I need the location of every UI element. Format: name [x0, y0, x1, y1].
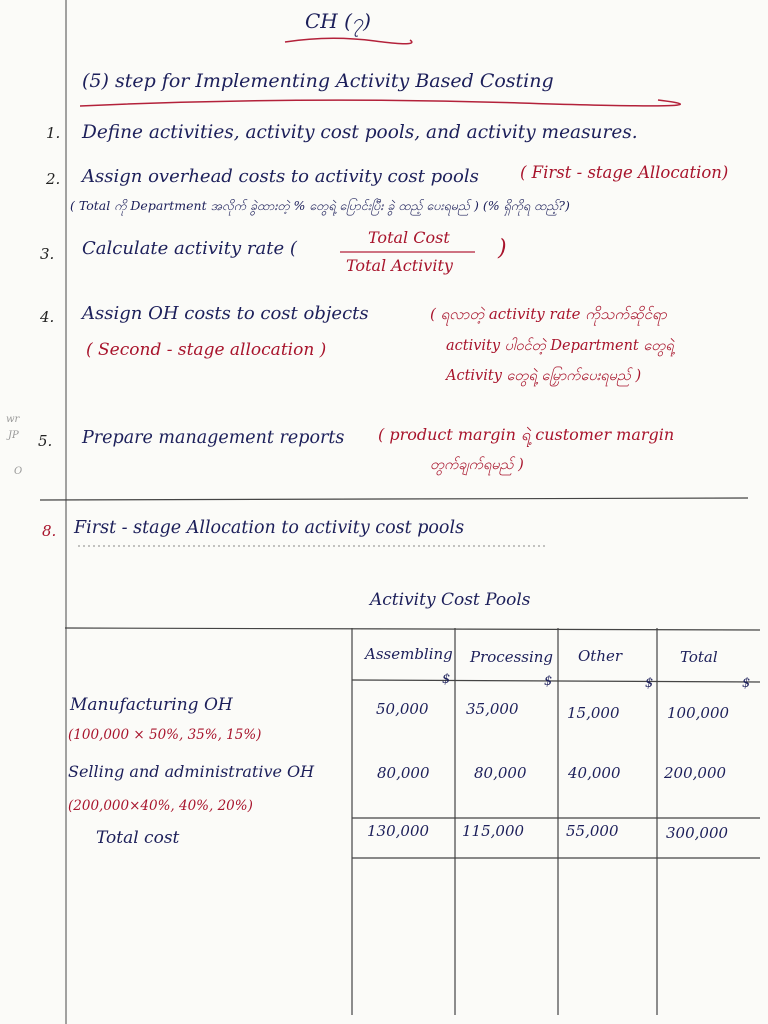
step-4-number: 4. — [40, 308, 55, 326]
cell-selling-assembling: 80,000 — [377, 764, 430, 782]
step-5-note2: တွက်ချက်ရမည် ) — [430, 457, 524, 473]
step-2-sub: ( Total ကို Department အလိုက် ခွဲထားတဲ့ % တွေရဲ့ ပြောင်းပြီး ခွဲ ထည့် ပေးရမည် ) (% ရှိကိုရ ထည့်?) — [70, 198, 570, 213]
row-selling-formula: (200,000×40%, 40%, 20%) — [68, 798, 253, 814]
section-divider — [40, 498, 748, 500]
step-4-note3: Activity တွေရဲ့ မြှောက်ပေးရမည် ) — [446, 368, 642, 384]
step-4-note: ( ရလာတဲ့ activity rate ကိုသက်ဆိုင်ရာ — [430, 305, 667, 323]
cell-manufacturing-assembling: 50,000 — [376, 700, 429, 718]
step-1-number: 1. — [46, 124, 61, 142]
fraction-numerator: Total Cost — [368, 228, 450, 247]
section2-number: 8. — [42, 522, 57, 540]
table-caption: Activity Cost Pools — [370, 590, 531, 610]
heading-underline — [80, 100, 680, 106]
cell-manufacturing-total: 100,000 — [667, 704, 730, 722]
row-selling-label: Selling and administrative OH — [68, 762, 315, 781]
step-1-text: Define activities, activity cost pools, and activity measures. — [82, 122, 638, 143]
step-5-text: Prepare management reports — [82, 428, 345, 448]
fraction-denominator: Total Activity — [346, 256, 453, 275]
currency-total: $ — [742, 676, 751, 691]
page-title: CH (၇) — [305, 9, 371, 33]
cell-manufacturing-other: 15,000 — [567, 704, 620, 722]
table-header-rule — [352, 680, 760, 682]
step-3-close: ) — [498, 236, 507, 261]
column-header-total: Total — [680, 648, 718, 666]
cell-manufacturing-processing: 35,000 — [466, 700, 519, 718]
step-4-sub: ( Second - stage allocation ) — [86, 340, 327, 360]
step-2-text: Assign overhead costs to activity cost pools — [82, 166, 479, 187]
row-manufacturing-label: Manufacturing OH — [70, 695, 233, 715]
cell-selling-other: 40,000 — [568, 764, 621, 782]
table-top-rule — [65, 628, 760, 630]
cell-total-assembling: 130,000 — [367, 822, 430, 840]
step-3-number: 3. — [40, 245, 55, 263]
step-2-note: ( First - stage Allocation) — [520, 163, 729, 182]
column-header-processing: Processing — [470, 648, 554, 666]
row-total-label: Total cost — [96, 828, 180, 848]
column-header-assembling: Assembling — [365, 645, 453, 663]
row-manufacturing-formula: (100,000 × 50%, 35%, 15%) — [68, 727, 262, 743]
cell-selling-total: 200,000 — [664, 764, 727, 782]
step-2-number: 2. — [46, 170, 61, 188]
cell-selling-processing: 80,000 — [474, 764, 527, 782]
currency-other: $ — [645, 676, 654, 691]
column-header-other: Other — [578, 647, 623, 665]
currency-processing: $ — [544, 674, 553, 689]
margin-mark-1: wr — [6, 414, 20, 425]
title-underline — [285, 38, 412, 44]
currency-assembling: $ — [442, 672, 451, 687]
cell-total-total: 300,000 — [666, 824, 729, 842]
section-heading: (5) step for Implementing Activity Based Costing — [82, 70, 554, 92]
section2-title: First - stage Allocation to activity cost pools — [74, 518, 465, 538]
cell-total-processing: 115,000 — [462, 822, 525, 840]
step-3-text: Calculate activity rate ( — [82, 238, 297, 259]
step-4-text: Assign OH costs to cost objects — [82, 303, 369, 324]
step-4-note2: activity ပါဝင်တဲ့ Department တွေရဲ့ — [446, 338, 674, 354]
margin-mark-3: O — [14, 466, 23, 477]
step-5-note: ( product margin ရဲ့ customer margin — [378, 425, 675, 444]
cell-total-other: 55,000 — [566, 822, 619, 840]
step-5-number: 5. — [38, 432, 53, 450]
margin-mark-2: JP — [8, 430, 19, 441]
